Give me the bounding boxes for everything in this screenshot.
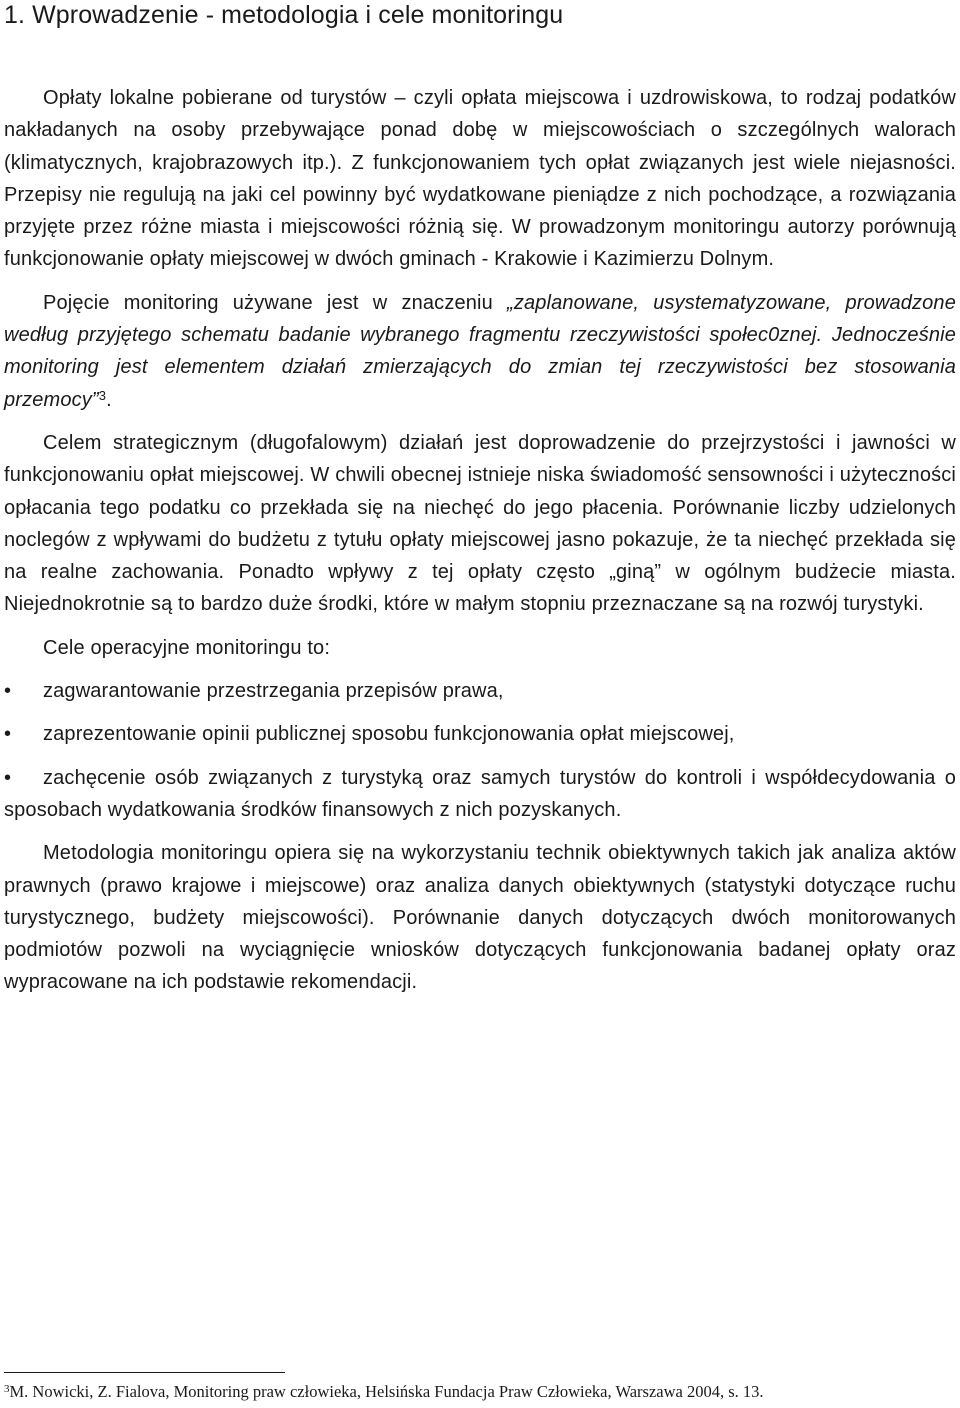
list-item-text: zachęcenie osób związanych z turystyką oraz samych turystów do kontroli i współdecydowania o sposobach wydatkowania środków finansowych z nich pozyskanych.	[4, 766, 956, 821]
footnote-divider	[4, 1372, 285, 1373]
bullet-icon: •	[4, 723, 12, 746]
footnote-text: M. Nowicki, Z. Fialova, Monitoring praw człowieka, Helsińska Fundacja Praw Człowieka, Warszawa 2004, s. 13.	[9, 1382, 764, 1401]
section-heading: 1. Wprowadzenie - metodologia i cele monitoringu	[4, 1, 564, 29]
methodology-paragraph: Metodologia monitoringu opiera się na wykorzystaniu technik obiektywnych takich jak analiza aktów prawnych (prawo krajowe i miejscowe) oraz analiza danych obiektywnych (statystyki dotyczące ruchu turystycznego, budżety miejscowości). Porównanie danych dotyczących dwóch monitorowanych podmiotów pozwoli na wyciągnięcie wniosków dotyczących funkcjonowania badanej opłaty oraz wypracowane na ich podstawie rekomendacji.	[4, 842, 956, 994]
definition-paragraph	[4, 287, 956, 416]
list-item-text: zaprezentowanie opinii publicznej sposobu funkcjonowania opłat miejscowej,	[43, 723, 735, 746]
operational-goals-list	[4, 675, 956, 826]
definition-quote: „zaplanowane, usystematyzowane, prowadzone według przyjętego schematu badanie wybranego fragmentu rzeczywistości społec0znej. Jednocześnie monitoring jest elementem działań zmierzających do zmian tej rzeczywistości bez stosowania przemocy”	[4, 291, 956, 411]
footnote-number: 3	[4, 1383, 10, 1395]
list-item-text: zagwarantowanie przestrzegania przepisów prawa,	[43, 680, 504, 703]
list-item	[4, 718, 956, 750]
bullet-icon: •	[4, 766, 12, 789]
bullet-icon: •	[4, 680, 12, 703]
definition-lead: Pojęcie monitoring używane jest w znaczeniu	[43, 291, 508, 314]
list-item	[4, 675, 956, 707]
intro-paragraph: Opłaty lokalne pobierane od turystów – czyli opłata miejscowa i uzdrowiskowa, to rodzaj podatków nakładanych na osoby przebywające ponad dobę w miejscowościach o szczególnych walorach (klimatycznych, krajobrazowych itp.). Z funkcjonowaniem tych opłat związanych jest wiele niejasności. Przepisy nie regulują na jaki cel powinny być wydatkowane pieniądze z nich pochodzące, a rozwiązania przyjęte przez różne miasta i miejscowości różnią się. W prowadzonym monitoringu autorzy porównują funkcjonowanie opłaty miejscowej w dwóch gminach - Krakowie i Kazimierzu Dolnym.	[4, 87, 956, 271]
strategic-goal-paragraph: Celem strategicznym (długofalowym) działań jest doprowadzenie do przejrzystości i jawności w funkcjonowaniu opłat miejscowej. W chwili obecnej istnieje niska świadomość sensowności i użyteczności opłacania tego podatku co przekłada się na niechęć do jego płacenia. Porównanie liczby udzielonych noclegów z wpływami do budżetu z tytułu opłaty miejscowej jasno pokazuje, że ta niechęć przekłada się na realne zachowania. Ponadto wpływy z tej opłaty często „giną” w ogólnym budżecie miasta. Niejednokrotnie są to bardzo duże środki, które w małym stopniu przeznaczane są na rozwój turystyki.	[4, 431, 956, 616]
list-item	[4, 762, 956, 827]
footnote	[4, 1380, 956, 1404]
section-body	[4, 82, 956, 1010]
operational-goals-intro: Cele operacyjne monitoringu to:	[43, 636, 331, 659]
definition-tail: .	[106, 388, 112, 411]
footnote-reference: 3	[98, 387, 107, 403]
